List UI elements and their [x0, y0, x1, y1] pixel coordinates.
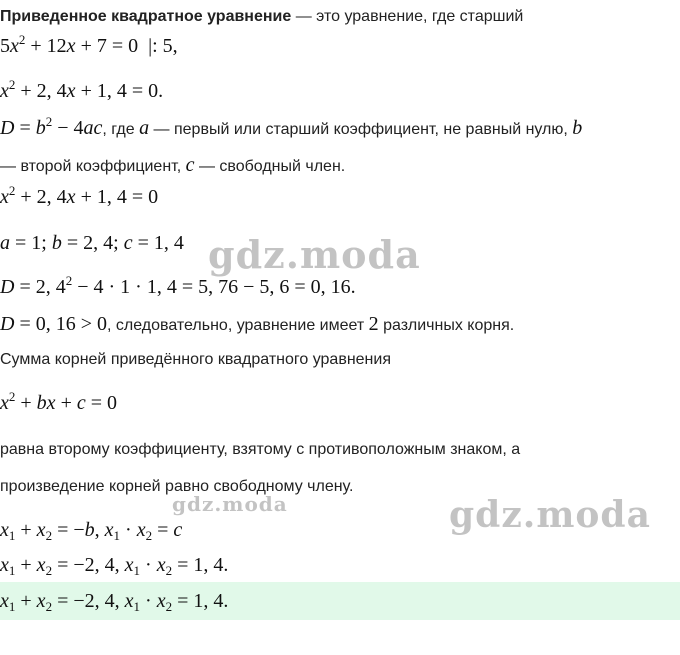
roots-count: 2 [368, 313, 379, 335]
watermark-small: gdz.moda [172, 492, 288, 516]
product-text: произведение корней равно свободному члену. [0, 478, 354, 495]
d-def-text: , где [102, 121, 140, 138]
free-member-text: — свободный член. [194, 158, 346, 175]
equal-second-text: равна второму коэффициенту, взятому с противоположным знаком, а [0, 441, 521, 458]
math-coefficients: a = 1; b = 2, 4; c = 1, 4 [0, 232, 184, 254]
math-discriminant-calc: D = 2, $4^2 - 4 \cdot 1 \cdot 1$, 4 = 5, 76 − 5, 6 = 0, 16. [0, 273, 356, 298]
d-positive-text: , следовательно, уравнение имеет [107, 317, 369, 334]
second-coef-text: — второй коэффициент, [0, 158, 186, 175]
math-vieta-general: $x_1 + x_2 = -b$, $x_1 \cdot x_2 = c$ [0, 519, 183, 543]
math-general-reduced: $x^2$ + bx + c = 0 [0, 389, 118, 414]
math-vieta-values: $x_1 + x_2 = -2$, 4, $x_1 \cdot x_2 = 1$, 4. [0, 554, 229, 578]
discriminant-conclusion: D = 0, 16 > 0, следовательно, уравнение имеет 2 различных корня. [0, 313, 515, 335]
math-answer: $x_1 + x_2 = -2$, 4, $x_1 \cdot x_2 = 1$, 4. [0, 590, 229, 614]
sum-intro-text: Сумма корней приведённого квадратного уравнения [0, 351, 391, 368]
coefficients-definition: — второй коэффициент, c — свободный член. [0, 154, 346, 176]
discriminant-definition: $D = b^2 - 4ac$, где a — первый или старший коэффициент, не равный нулю, b [0, 114, 583, 139]
math-equation-repeat: $x^2 + 2$, 4x + 1, 4 = 0 [0, 183, 159, 208]
math-equation-original: $5x^2 + 12x + 7 = 0$ |: 5, [0, 32, 178, 57]
watermark-large-top: gdz.moda [208, 232, 421, 277]
first-coef-text: — первый или старший коэффициент, не равный нулю, [149, 121, 573, 138]
intro-rest: — это уравнение, где старший [291, 8, 524, 25]
intro-term: Приведенное квадратное уравнение [0, 8, 292, 25]
intro-line [0, 8, 523, 26]
roots-distinct-text: различных корня. [378, 317, 515, 334]
math-equation-reduced: $x^2 + 2$, 4x + 1, 4 = 0. [0, 77, 164, 102]
watermark-large-bottom: gdz.moda [449, 494, 651, 536]
